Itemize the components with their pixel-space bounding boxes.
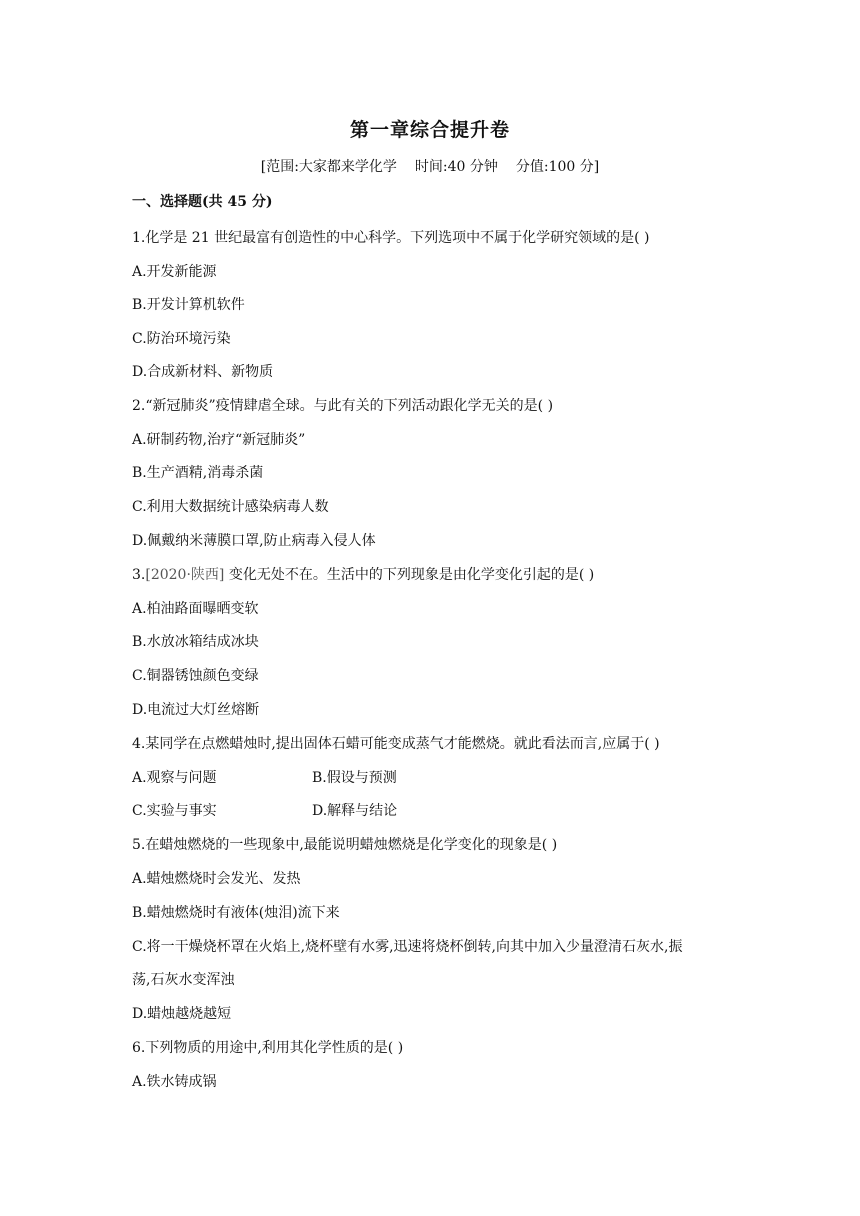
question-stem [132,564,594,584]
exam-score: 分值:100 分] [515,159,600,175]
option-d: D.蜡烛越烧越短 [132,1006,232,1022]
option-d: D.合成新材料、新物质 [132,364,274,380]
option-b: B.水放冰箱结成冰块 [132,634,259,650]
question-source: [2020·陕西] [145,567,225,583]
question-stem: 6.下列物质的用途中,利用其化学性质的是( ) [132,1040,404,1056]
option-d: D.佩戴纳米薄膜口罩,防止病毒入侵人体 [132,533,376,549]
option-a: A.蜡烛燃烧时会发光、发热 [132,871,301,887]
question-text: 变化无处不在。生活中的下列现象是由化学变化引起的是( ) [224,567,595,583]
exam-info [0,156,860,176]
section-heading: 一、选择题(共 45 分) [132,194,273,210]
option-b: B.假设与预测 [312,770,397,786]
option-a: A.观察与问题 [132,770,217,786]
question-stem: 4.某同学在点燃蜡烛时,提出固体石蜡可能变成蒸气才能燃烧。就此看法而言,应属于( ) [132,736,660,752]
option-c: C.实验与事实 [132,803,217,819]
exam-time: 时间:40 分钟 [414,159,498,175]
question-stem: 2.“新冠肺炎”疫情肆虐全球。与此有关的下列活动跟化学无关的是( ) [132,398,554,414]
exam-range: [范围:大家都来学化学 [260,159,397,175]
question-stem: 5.在蜡烛燃烧的一些现象中,最能说明蜡烛燃烧是化学变化的现象是( ) [132,837,558,853]
option-a: A.铁水铸成锅 [132,1074,217,1090]
option-c: C.防治环境污染 [132,331,231,347]
option-c: C.铜器锈蚀颜色变绿 [132,668,259,684]
option-a: A.开发新能源 [132,264,217,280]
option-c: C.将一干燥烧杯罩在火焰上,烧杯壁有水雾,迅速将烧杯倒转,向其中加入少量澄清石灰水,振 [132,939,683,955]
option-d: D.电流过大灯丝熔断 [132,702,260,718]
question-number: 3. [132,567,146,583]
option-b: B.开发计算机软件 [132,297,245,313]
option-c: C.利用大数据统计感染病毒人数 [132,499,329,515]
option-a: A.研制药物,治疗“新冠肺炎” [132,432,306,448]
option-b: B.蜡烛燃烧时有液体(烛泪)流下来 [132,905,340,921]
option-b: B.生产酒精,消毒杀菌 [132,465,264,481]
option-c-continued: 荡,石灰水变浑浊 [132,972,235,988]
question-stem: 1.化学是 21 世纪最富有创造性的中心科学。下列选项中不属于化学研究领域的是( ) [132,230,650,246]
option-a: A.柏油路面曝晒变软 [132,601,259,617]
page-title: 第一章综合提升卷 [349,119,510,141]
option-d: D.解释与结论 [312,803,398,819]
